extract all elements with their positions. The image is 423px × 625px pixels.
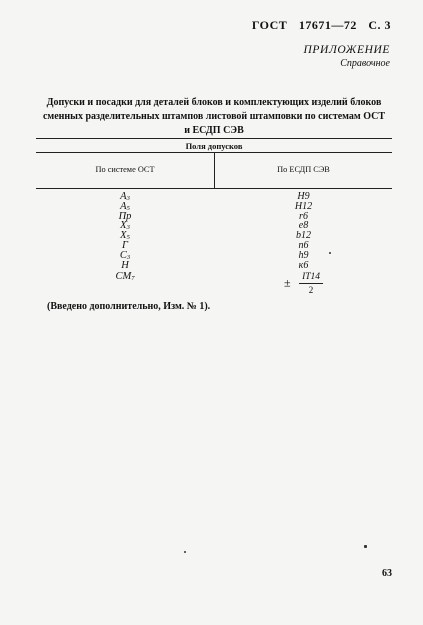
table-cell-ost: Пр xyxy=(118,210,132,222)
table-cell-esdp: к6 xyxy=(298,259,309,271)
page-number: 63 xyxy=(382,568,392,579)
speck xyxy=(184,551,186,553)
header-standard-number: 17671—72 xyxy=(298,18,357,32)
speck xyxy=(364,545,367,548)
title-line: Допуски и посадки для деталей блоков и комплектующих изделий блоков xyxy=(46,97,382,108)
column-header-ost: По системе ОСТ xyxy=(95,165,155,174)
table-cell-esdp: e8 xyxy=(298,220,309,232)
appendix-label xyxy=(304,44,390,69)
title-line: сменных разделительных штампов листовой штамповки по системам ОСТ xyxy=(42,111,386,122)
header-gost: ГОСТ xyxy=(251,18,288,32)
table-header-rule xyxy=(36,188,392,189)
table-cell-ost: $A_5$ xyxy=(120,200,130,212)
fraction xyxy=(299,271,323,296)
ost-column xyxy=(36,192,214,282)
table-cell-ost: $C_3$ xyxy=(119,249,131,261)
table-cell-esdp: H9 xyxy=(297,191,310,202)
column-header-esdp: По ЕСДП СЭВ xyxy=(277,165,330,174)
fraction-denominator: 2 xyxy=(308,285,314,296)
appendix-title: ПРИЛОЖЕНИЕ xyxy=(303,44,390,56)
plus-minus-sign: ± xyxy=(283,275,291,290)
table-cell-esdp-fraction xyxy=(215,271,392,296)
table-cell-ost: Г xyxy=(122,239,128,251)
table-cell-ost: $A_3$ xyxy=(120,191,130,202)
document-title xyxy=(36,96,392,138)
table-cell-ost: Н xyxy=(121,259,129,271)
table-cell-esdp: H12 xyxy=(294,200,313,212)
amendment-note: (Введено дополнительно, Изм. № 1). xyxy=(47,301,211,312)
appendix-subtitle: Справочное xyxy=(340,58,390,69)
title-line: и ЕСДП СЭВ xyxy=(184,125,244,136)
fraction-numerator: IT14 xyxy=(299,271,323,284)
table-cell-ost: $X_5$ xyxy=(120,230,130,242)
table-cell-ost: $X_3$ xyxy=(120,220,130,232)
speck xyxy=(329,252,331,254)
table-cell-esdp: n6 xyxy=(298,239,309,251)
table-cell-esdp: h9 xyxy=(298,249,309,261)
table-top-rule xyxy=(36,138,392,139)
table-cell-ost: $СМ_7$ xyxy=(115,271,135,283)
header-page: С. 3 xyxy=(368,18,391,32)
table-cell-esdp: b12 xyxy=(296,230,311,242)
page-header xyxy=(244,18,391,33)
esdp-column xyxy=(215,192,392,296)
table-caption: Поля допусков xyxy=(185,141,243,151)
table-cell-esdp: r6 xyxy=(299,210,308,222)
